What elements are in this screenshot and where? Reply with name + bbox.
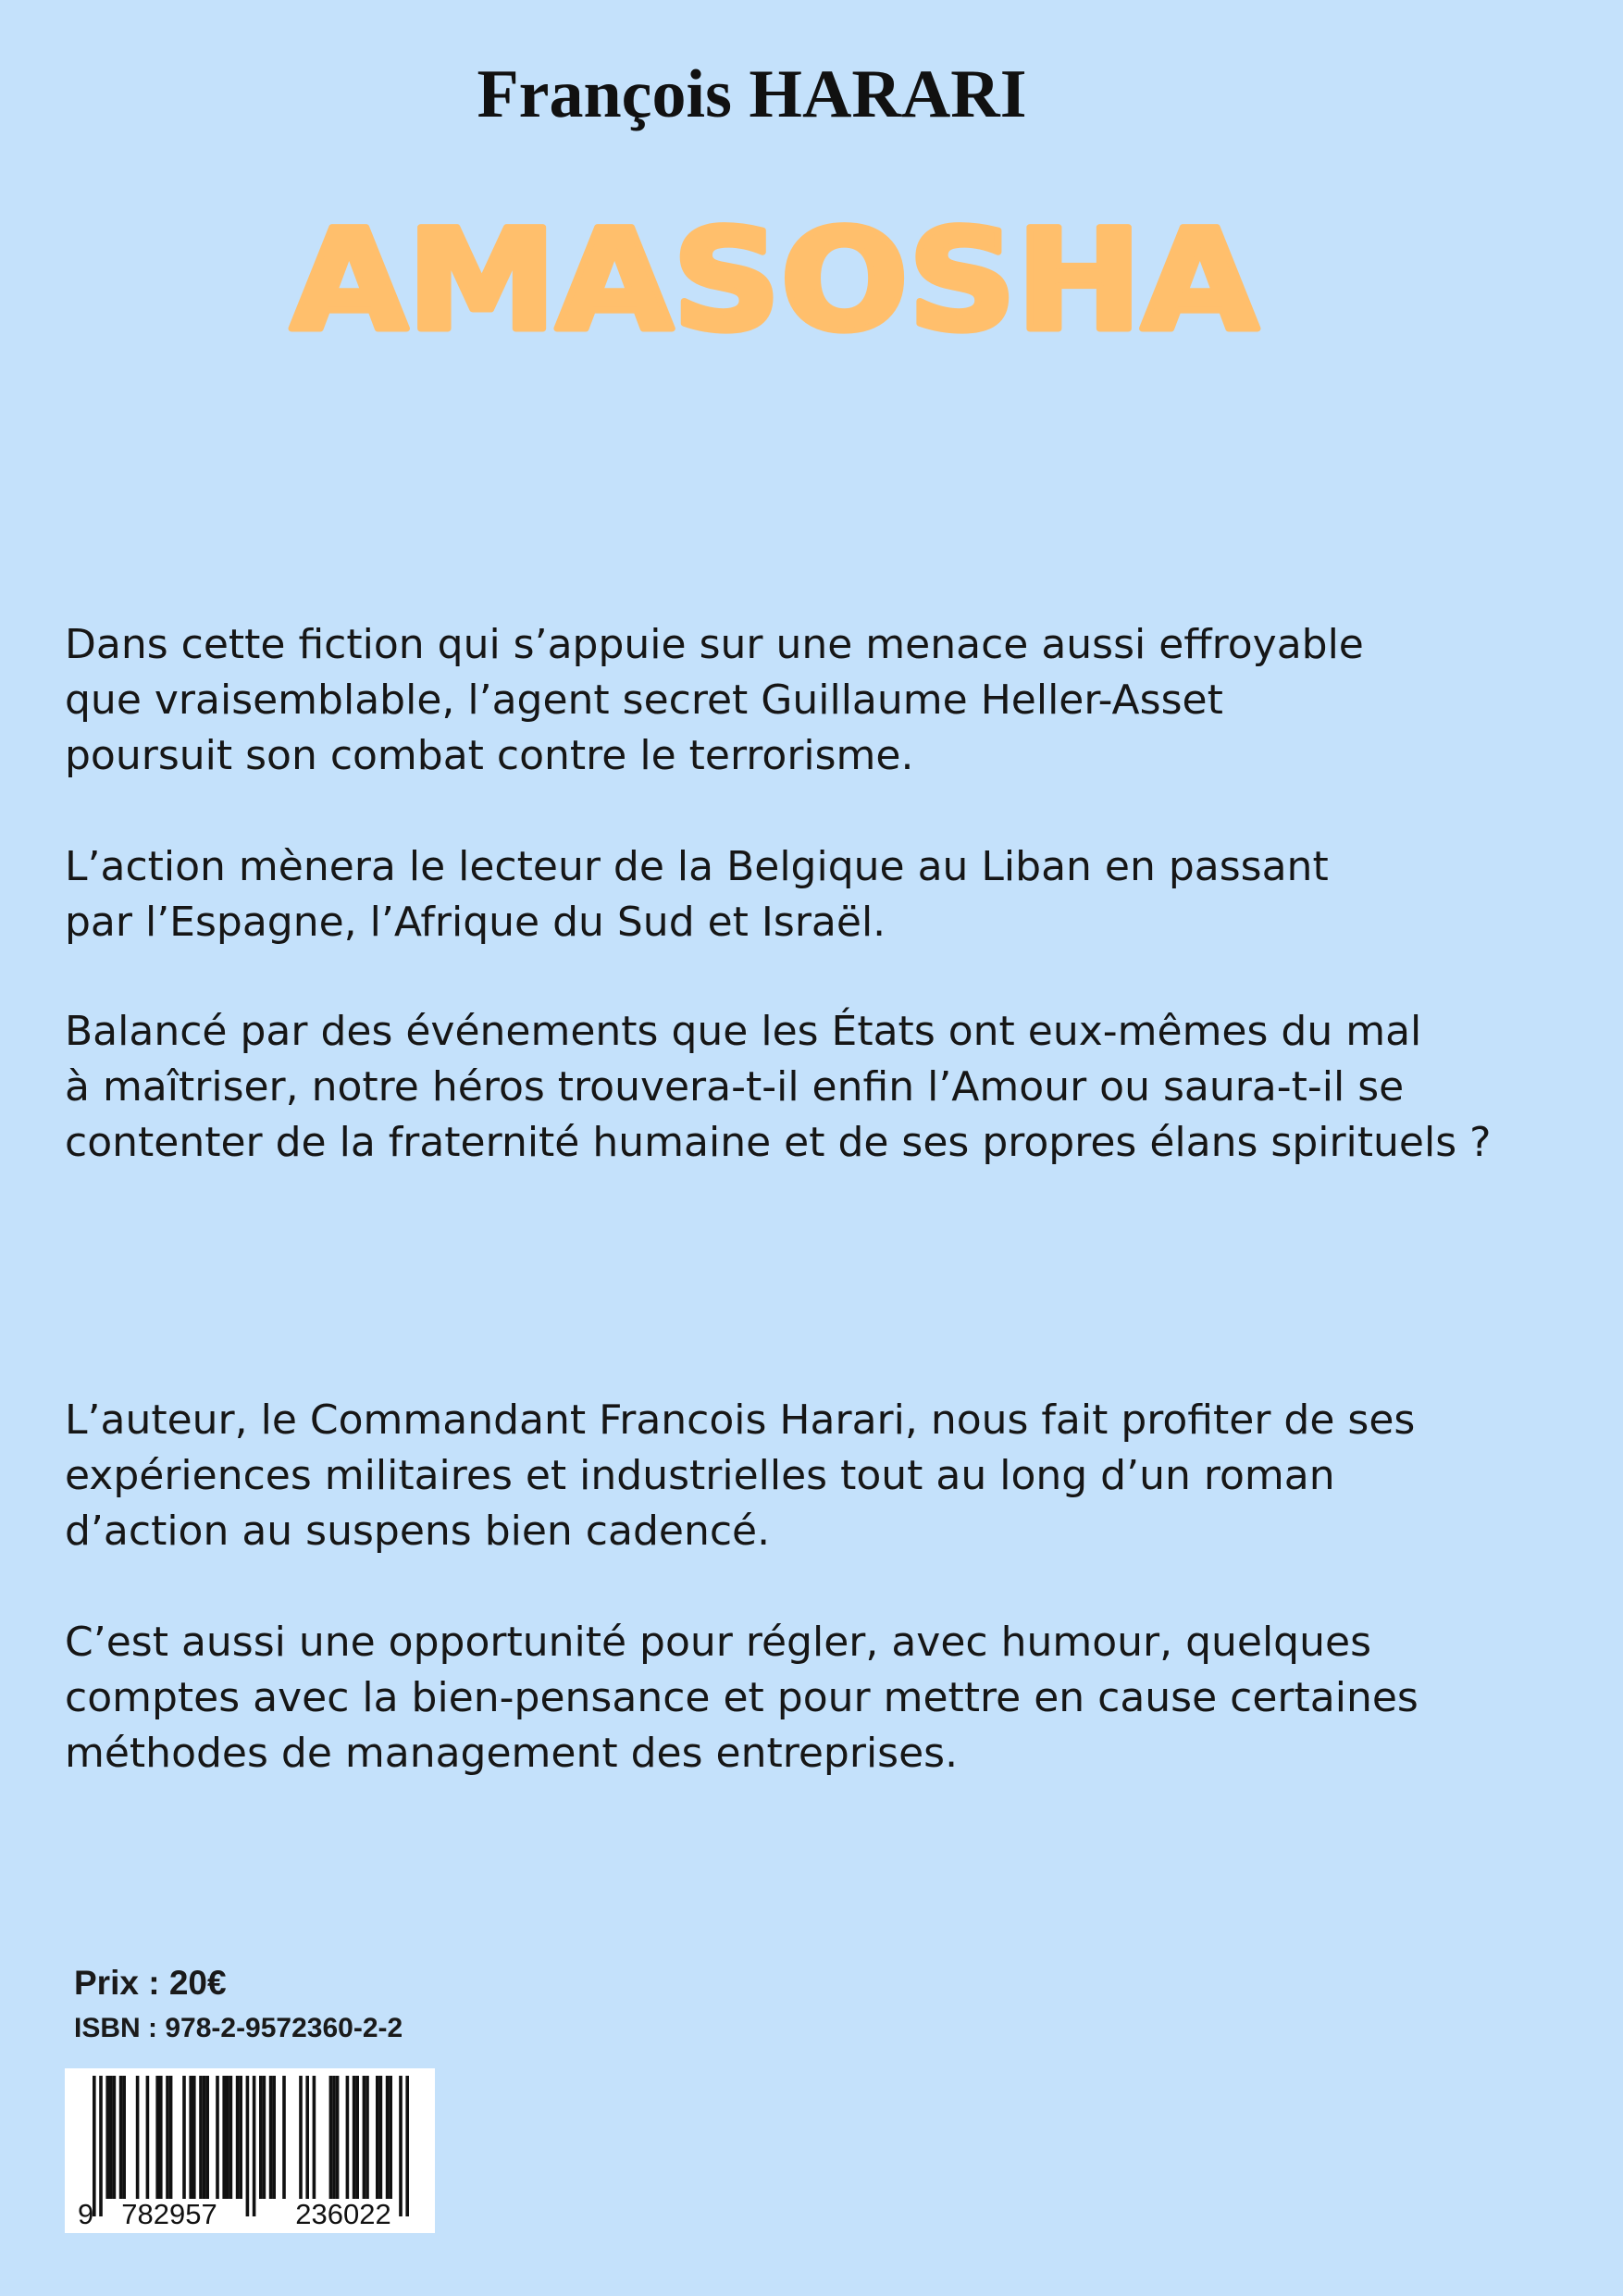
barcode-bar bbox=[363, 2076, 366, 2199]
barcode-bar bbox=[216, 2076, 219, 2199]
barcode-bar bbox=[229, 2076, 233, 2199]
blurb-paragraph-2: L’action mènera le lecteur de la Belgique au Liban en passant par l’Espagne, l’Afrique du Sud et Israël. bbox=[65, 843, 1329, 946]
barcode-bar bbox=[272, 2076, 276, 2199]
barcode-bar bbox=[239, 2076, 242, 2199]
price-label: Prix : 20€ bbox=[74, 1964, 227, 2002]
book-title bbox=[287, 213, 1263, 342]
barcode-bar bbox=[109, 2076, 113, 2199]
barcode-bar bbox=[346, 2076, 350, 2199]
barcode-bar bbox=[146, 2076, 150, 2199]
barcode-bar bbox=[136, 2076, 140, 2199]
barcode-bar bbox=[159, 2076, 163, 2199]
barcode-right-digits: 236022 bbox=[295, 2198, 391, 2230]
barcode-bars bbox=[93, 2076, 409, 2216]
barcode-bar bbox=[105, 2076, 109, 2199]
barcode-bar bbox=[355, 2076, 359, 2199]
barcode-bar bbox=[269, 2076, 273, 2199]
barcode-bar bbox=[259, 2076, 263, 2199]
barcode-bar bbox=[282, 2076, 286, 2199]
book-title-text: AMASOSHA bbox=[291, 213, 1258, 342]
barcode-bar bbox=[313, 2076, 316, 2199]
barcode-bar bbox=[189, 2076, 192, 2199]
barcode-bar bbox=[389, 2076, 392, 2199]
barcode-lead-digit: 9 bbox=[78, 2198, 94, 2230]
isbn-barcode bbox=[65, 2068, 435, 2233]
barcode-bar bbox=[399, 2076, 403, 2216]
barcode-left-digits: 782957 bbox=[121, 2198, 217, 2230]
author-bio-paragraph: L’auteur, le Commandant Francois Harari, nous fait profiter de ses expériences militaires et industrielles tout au long d’un roman d’action au suspens bien cadencé. bbox=[65, 1396, 1416, 1555]
barcode-bar bbox=[263, 2076, 266, 2199]
barcode-bar bbox=[119, 2076, 123, 2199]
barcode-bar bbox=[192, 2076, 196, 2199]
barcode-bar bbox=[379, 2076, 383, 2199]
blurb-paragraph-1: Dans cette fiction qui s’appuie sur une menace aussi effroyable que vraisemblable, l’agent secret Guillaume Heller-Asset poursuit son combat contre le terrorisme. bbox=[65, 621, 1364, 779]
barcode-bar bbox=[246, 2076, 250, 2216]
barcode-bar bbox=[113, 2076, 117, 2199]
barcode-bar bbox=[253, 2076, 256, 2216]
barcode-bar bbox=[386, 2076, 390, 2199]
barcode-bar bbox=[405, 2076, 409, 2216]
barcode-bar bbox=[236, 2076, 240, 2199]
barcode-bar bbox=[169, 2076, 173, 2199]
author-name: François HARARI bbox=[477, 56, 1027, 132]
barcode-bar bbox=[205, 2076, 209, 2199]
barcode-bar bbox=[376, 2076, 379, 2199]
barcode-bar bbox=[299, 2076, 303, 2199]
barcode-bar bbox=[155, 2076, 159, 2199]
barcode-bar bbox=[166, 2076, 169, 2199]
barcode-bar bbox=[365, 2076, 369, 2199]
isbn-label: ISBN : 978-2-9572360-2-2 bbox=[74, 2013, 403, 2043]
barcode-bar bbox=[329, 2076, 333, 2199]
barcode-bar bbox=[226, 2076, 229, 2199]
barcode-bar bbox=[93, 2076, 96, 2216]
barcode-bar bbox=[99, 2076, 103, 2216]
barcode-bar bbox=[222, 2076, 226, 2199]
barcode-bar bbox=[203, 2076, 206, 2199]
blurb-paragraph-3: Balancé par des événements que les États ont eux-mêmes du mal à maîtriser, notre héros trouvera-t-il enfin l’Amour ou saura-t-il se contenter de la fraternité humaine et de ses propres élans spirituels ? bbox=[65, 1008, 1492, 1166]
barcode-bar bbox=[305, 2076, 309, 2199]
barcode-bar bbox=[182, 2076, 186, 2199]
barcode-bar bbox=[122, 2076, 126, 2199]
barcode-bar bbox=[336, 2076, 340, 2199]
blurb-paragraph-5: C’est aussi une opportunité pour régler, avec humour, quelques comptes avec la bien-pensance et pour mettre en cause certaines méthodes de management des entreprises. bbox=[65, 1619, 1419, 1777]
barcode-bar bbox=[332, 2076, 336, 2199]
barcode-bar bbox=[353, 2076, 356, 2199]
barcode-bar bbox=[199, 2076, 203, 2199]
